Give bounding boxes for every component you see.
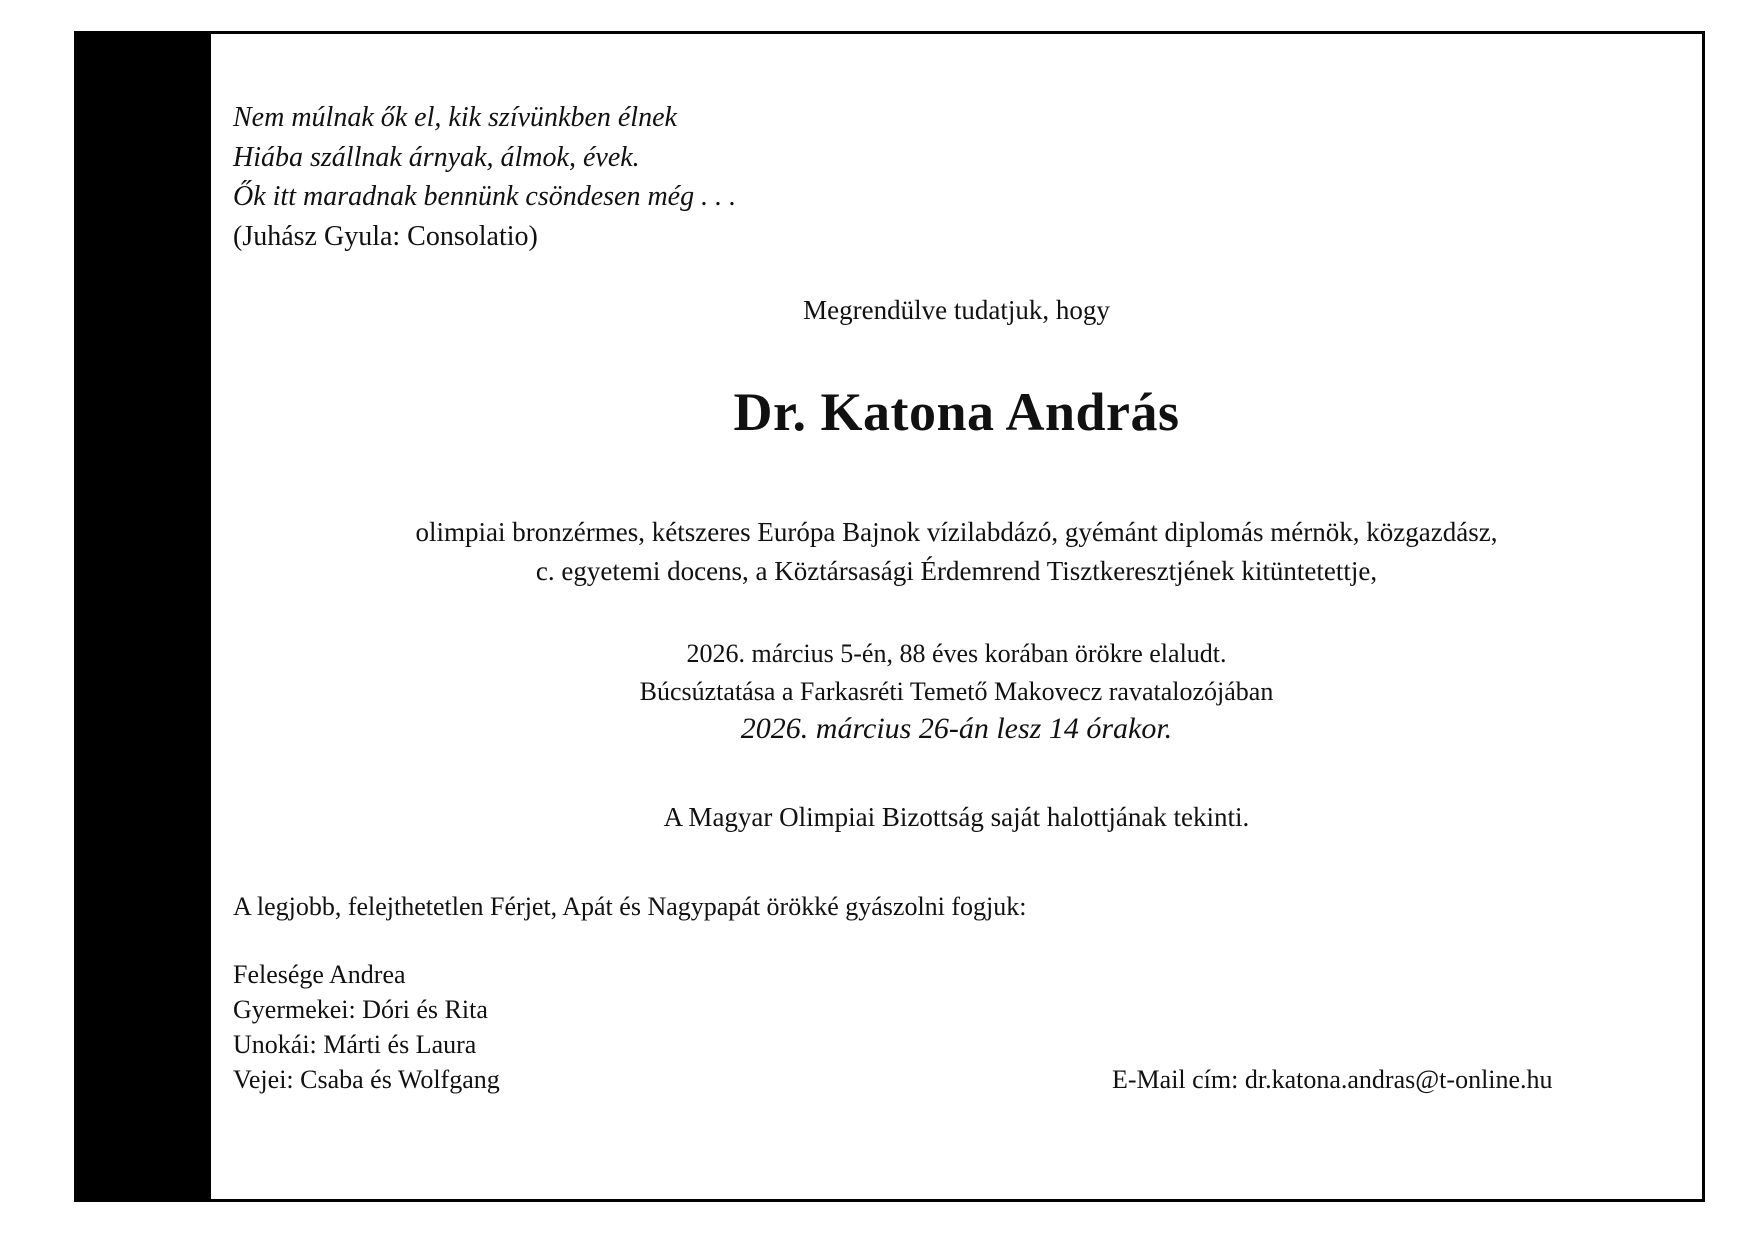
family-member: Felesége Andrea <box>233 960 406 989</box>
poem-line: Ők itt maradnak bennünk csöndesen még . . . <box>233 181 737 212</box>
poem-line: Nem múlnak ők el, kik szívünkben élnek <box>233 102 677 133</box>
titles-line: c. egyetemi docens, a Köztársasági Érdemrend Tisztkeresztjének kitüntetettje, <box>535 556 1378 586</box>
titles-line: olimpiai bronzérmes, kétszeres Európa Bajnok vízilabdázó, gyémánt diplomás mérnök, közgazdász, <box>415 517 1498 547</box>
mourning-bar <box>77 34 211 1199</box>
poem-attribution: (Juhász Gyula: Consolatio) <box>233 220 538 252</box>
poem-quote <box>233 98 736 256</box>
contact-email: E-Mail cím: dr.katona.andras@t-online.hu <box>1112 1065 1553 1094</box>
ceremony-place: Búcsúztatása a Farkasréti Temető Makovecz ravatalozójában <box>639 676 1274 706</box>
mourners-intro: A legjobb, felejthetetlen Férjet, Apát és Nagypapát örökké gyászolni fogjuk: <box>233 892 1027 921</box>
family-member: Unokái: Márti és Laura <box>233 1030 477 1059</box>
deceased-titles <box>211 513 1702 591</box>
deceased-name: Dr. Katona András <box>733 382 1180 442</box>
committee-note: A Magyar Olimpiai Bizottság saját halottjának tekinti. <box>663 802 1250 832</box>
family-member: Vejei: Csaba és Wolfgang <box>233 1065 500 1094</box>
death-and-ceremony <box>211 635 1702 748</box>
announcement-intro: Megrendülve tudatjuk, hogy <box>803 295 1110 325</box>
family-member: Gyermekei: Dóri és Rita <box>233 995 488 1024</box>
death-notice: 2026. március 5-én, 88 éves korában örökre elaludt. <box>686 639 1227 668</box>
family-list <box>233 957 500 1097</box>
ceremony-date: 2026. március 26-án lesz 14 órakor. <box>740 712 1173 745</box>
poem-line: Hiába szállnak árnyak, álmok, évek. <box>233 141 640 173</box>
obituary-card <box>74 31 1705 1202</box>
